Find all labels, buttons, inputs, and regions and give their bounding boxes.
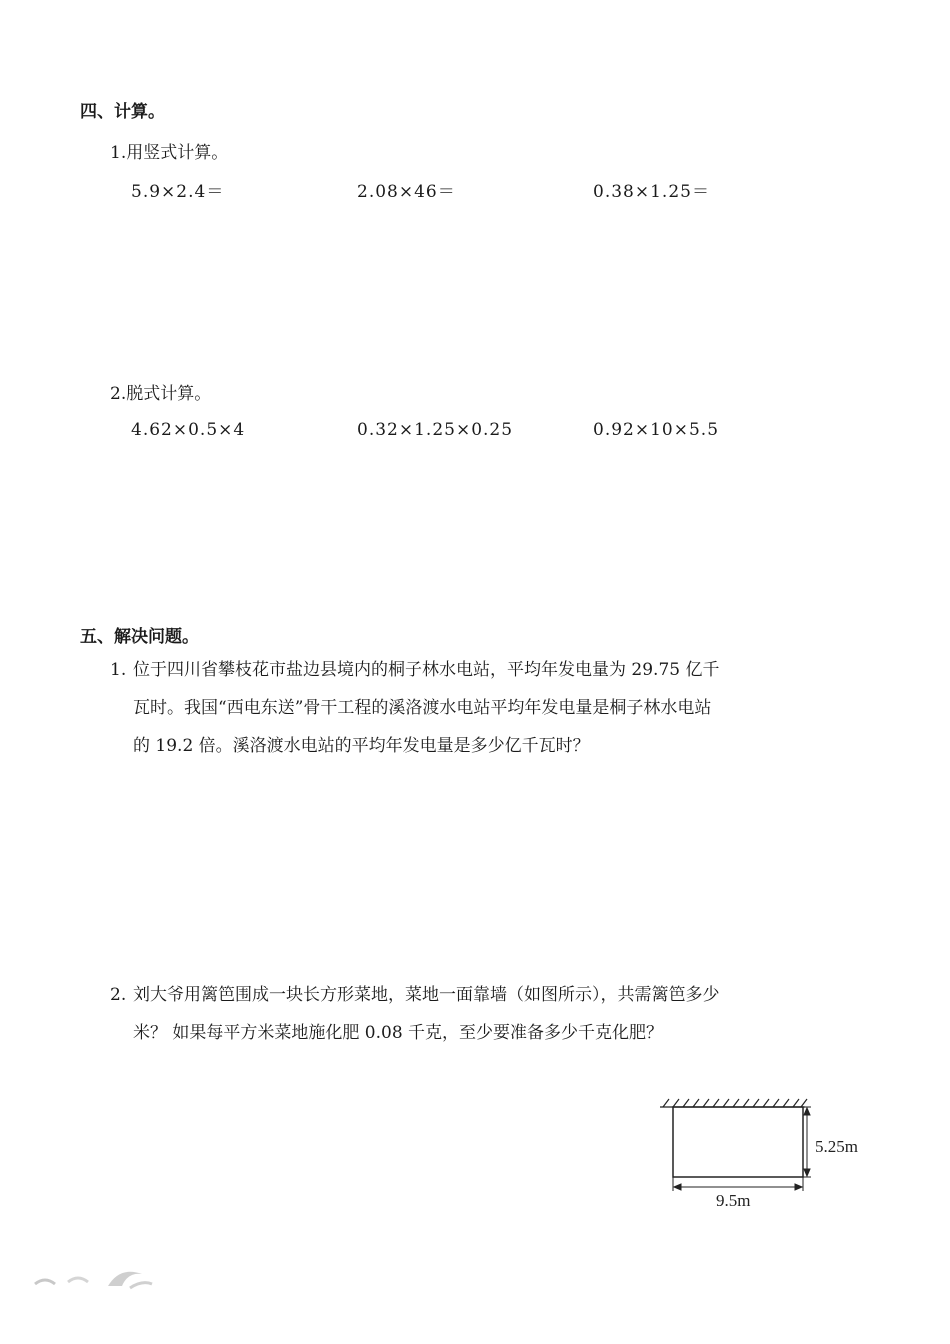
q5-2-line-2: 米？ 如果每平方米菜地施化肥 0.08 千克，至少要准备多少千克化肥？ bbox=[133, 1023, 664, 1043]
q4-2-expr-1: 4.62×0.5×4 bbox=[131, 420, 246, 440]
q4-2-expr-3: 0.92×10×5.5 bbox=[593, 420, 720, 440]
decorative-ornament-icon bbox=[30, 1262, 160, 1302]
section-5-title: 五、解决问题。 bbox=[80, 627, 199, 647]
q4-1-label: 1.用竖式计算。 bbox=[110, 143, 229, 163]
q5-1-line-3: 的 19.2 倍。溪洛渡水电站的平均年发电量是多少亿千瓦时？ bbox=[133, 736, 590, 756]
q5-1-line-2: 瓦时。我国“西电东送”骨干工程的溪洛渡水电站平均年发电量是桐子林水电站 bbox=[133, 698, 712, 718]
q4-2-expr-2: 0.32×1.25×0.25 bbox=[357, 420, 514, 440]
section-4-title: 四、计算。 bbox=[80, 102, 165, 122]
q4-1-expr-1: 5.9×2.4＝ bbox=[131, 182, 225, 202]
q4-1-expr-3: 0.38×1.25＝ bbox=[593, 182, 710, 202]
q4-1-expr-2: 2.08×46＝ bbox=[357, 182, 456, 202]
q5-2-line-1: 刘大爷用篱笆围成一块长方形菜地，菜地一面靠墙（如图所示），共需篱笆多少 bbox=[133, 985, 720, 1005]
q5-1-text bbox=[133, 651, 883, 765]
q5-2-number: 2. bbox=[110, 985, 127, 1005]
wall-hatching bbox=[660, 1099, 807, 1107]
plot-rectangle bbox=[673, 1107, 803, 1177]
garden-diagram bbox=[655, 1095, 895, 1215]
width-dimension bbox=[673, 1177, 803, 1191]
height-label: 5.25m bbox=[815, 1137, 858, 1156]
q5-1-number: 1. bbox=[110, 660, 127, 680]
width-label: 9.5m bbox=[716, 1191, 751, 1210]
q4-2-label: 2.脱式计算。 bbox=[110, 384, 212, 404]
height-dimension bbox=[803, 1107, 811, 1177]
q5-2-text bbox=[133, 976, 883, 1052]
q5-1-line-1: 位于四川省攀枝花市盐边县境内的桐子林水电站，平均年发电量为 29.75 亿千 bbox=[133, 660, 720, 680]
